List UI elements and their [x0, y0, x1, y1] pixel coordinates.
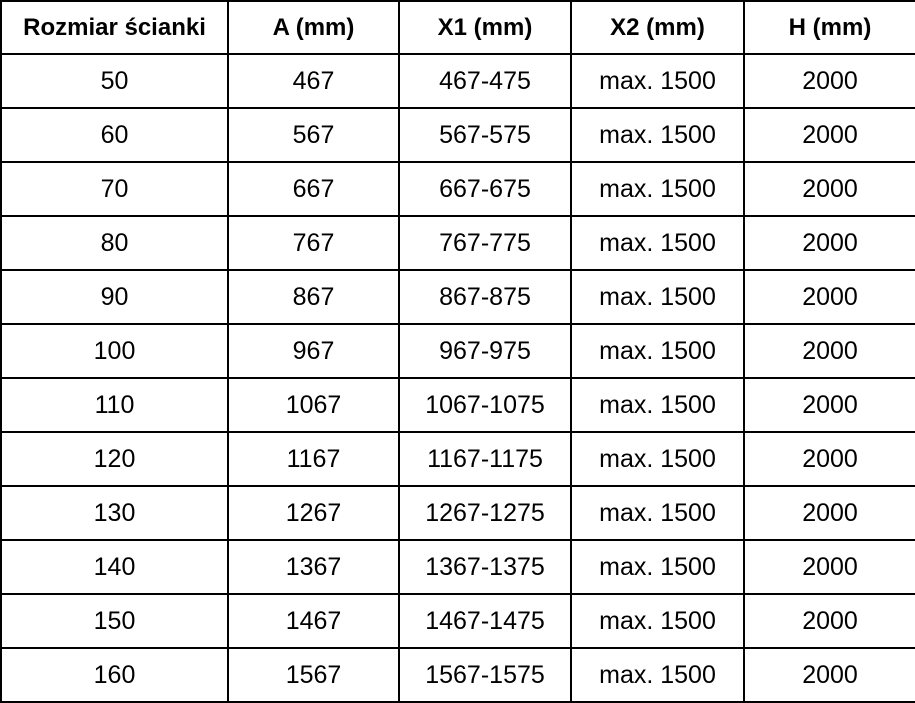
table-cell: 1067	[228, 378, 399, 432]
table-cell: 140	[1, 540, 228, 594]
table-cell: 1167-1175	[399, 432, 571, 486]
table-row	[1, 108, 915, 162]
table-cell: max. 1500	[571, 540, 744, 594]
table-cell: 1367	[228, 540, 399, 594]
table-cell: 2000	[744, 162, 915, 216]
table-cell: 1267	[228, 486, 399, 540]
table-cell: 2000	[744, 108, 915, 162]
table-cell: max. 1500	[571, 270, 744, 324]
table-row	[1, 216, 915, 270]
table-cell: 90	[1, 270, 228, 324]
table-row	[1, 54, 915, 108]
header-row	[1, 1, 915, 54]
table-cell: 2000	[744, 378, 915, 432]
table-cell: 2000	[744, 540, 915, 594]
table-row	[1, 486, 915, 540]
table-cell: 100	[1, 324, 228, 378]
table-cell: max. 1500	[571, 54, 744, 108]
table-cell: 1267-1275	[399, 486, 571, 540]
table-cell: 70	[1, 162, 228, 216]
table-row	[1, 378, 915, 432]
table-cell: 150	[1, 594, 228, 648]
table-cell: 467-475	[399, 54, 571, 108]
table-cell: 2000	[744, 432, 915, 486]
table-cell: 667	[228, 162, 399, 216]
table-cell: 2000	[744, 486, 915, 540]
table-cell: 1167	[228, 432, 399, 486]
table-cell: max. 1500	[571, 432, 744, 486]
table-cell: 120	[1, 432, 228, 486]
table-cell: 2000	[744, 54, 915, 108]
table-cell: 60	[1, 108, 228, 162]
table-cell: max. 1500	[571, 648, 744, 702]
table-cell: max. 1500	[571, 162, 744, 216]
table-row	[1, 540, 915, 594]
table-cell: 867	[228, 270, 399, 324]
table-cell: 567-575	[399, 108, 571, 162]
table-cell: 2000	[744, 648, 915, 702]
column-header-a-mm: A (mm)	[228, 1, 399, 54]
column-header-h-mm: H (mm)	[744, 1, 915, 54]
table-cell: max. 1500	[571, 108, 744, 162]
table-cell: 1367-1375	[399, 540, 571, 594]
table-cell: 110	[1, 378, 228, 432]
table-cell: 1467	[228, 594, 399, 648]
table-cell: 130	[1, 486, 228, 540]
table-cell: max. 1500	[571, 324, 744, 378]
table-cell: 1467-1475	[399, 594, 571, 648]
table-cell: 967	[228, 324, 399, 378]
table-cell: max. 1500	[571, 216, 744, 270]
table-cell: 2000	[744, 216, 915, 270]
table-cell: 50	[1, 54, 228, 108]
table-cell: 1567	[228, 648, 399, 702]
table-body	[1, 54, 915, 702]
table-cell: 967-975	[399, 324, 571, 378]
table-row	[1, 432, 915, 486]
column-header-x1-mm: X1 (mm)	[399, 1, 571, 54]
table-cell: 1567-1575	[399, 648, 571, 702]
table-cell: 667-675	[399, 162, 571, 216]
table-cell: 2000	[744, 270, 915, 324]
column-header-x2-mm: X2 (mm)	[571, 1, 744, 54]
table-cell: 80	[1, 216, 228, 270]
table-cell: 467	[228, 54, 399, 108]
table-cell: 867-875	[399, 270, 571, 324]
table-row	[1, 648, 915, 702]
table-cell: max. 1500	[571, 378, 744, 432]
column-header-rozmiar-scianki: Rozmiar ścianki	[1, 1, 228, 54]
table-cell: 767-775	[399, 216, 571, 270]
table-cell: 1067-1075	[399, 378, 571, 432]
table-row	[1, 270, 915, 324]
table-cell: max. 1500	[571, 594, 744, 648]
table-cell: max. 1500	[571, 486, 744, 540]
table-cell: 2000	[744, 594, 915, 648]
table-row	[1, 324, 915, 378]
table-row	[1, 594, 915, 648]
table-cell: 160	[1, 648, 228, 702]
table-cell: 767	[228, 216, 399, 270]
table-row	[1, 162, 915, 216]
table-cell: 2000	[744, 324, 915, 378]
table-cell: 567	[228, 108, 399, 162]
